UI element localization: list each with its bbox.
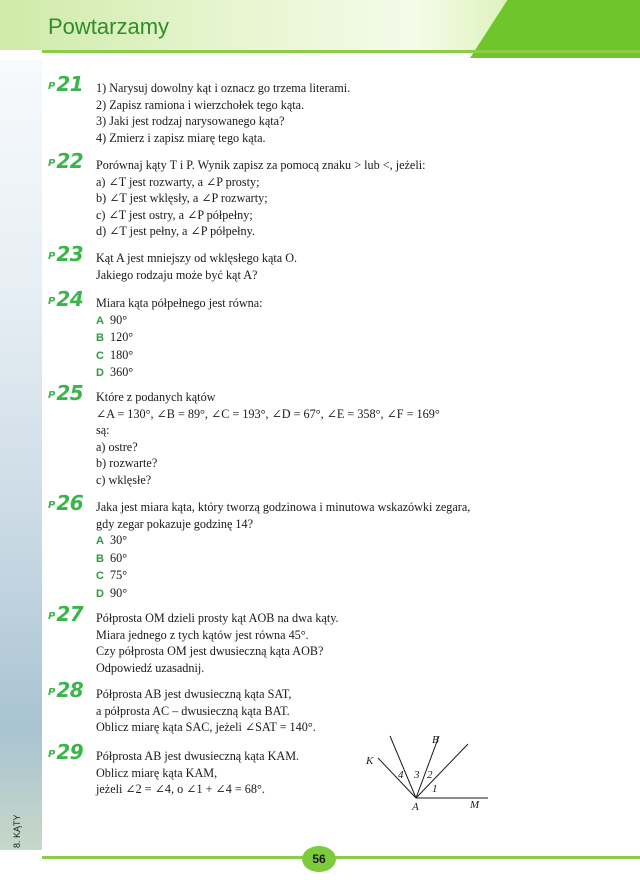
problem-line: Oblicz miarę kąta KAM, bbox=[96, 765, 218, 780]
problem-line: gdy zegar pokazuje godzinę 14? bbox=[96, 516, 254, 531]
problem-line: Półprosta AB jest dwusieczną kąta SAT, bbox=[96, 687, 292, 701]
problem-number: P29 bbox=[48, 740, 84, 764]
problem-line: 1) Narysuj dowolny kąt i oznacz go trzema literami. bbox=[96, 81, 351, 95]
label-k: K bbox=[366, 755, 374, 767]
problem-line: Czy półprosta OM jest dwusieczną kąta AOB? bbox=[96, 644, 324, 659]
problem-number: P22 bbox=[48, 149, 84, 173]
problem-text bbox=[96, 610, 536, 676]
answer-option: C 75° bbox=[96, 568, 128, 583]
problem-text bbox=[96, 748, 356, 798]
problem-text bbox=[96, 157, 536, 240]
problem-line: d) ∠T jest pełny, a ∠P półpełny. bbox=[96, 224, 255, 239]
problem-line: Odpowiedź uzasadnij. bbox=[96, 660, 205, 675]
chapter-label: 8. KĄTY bbox=[12, 814, 22, 848]
problem-number: P25 bbox=[48, 381, 84, 405]
problem-line: Porównaj kąty T i P. Wynik zapisz za pomocą znaku > lub <, jeżeli: bbox=[96, 158, 426, 172]
problem-line: ∠A = 130°, ∠B = 89°, ∠C = 193°, ∠D = 67°, ∠E = 358°, ∠F = 169° bbox=[96, 406, 440, 421]
angle-label-3: 3 bbox=[414, 769, 420, 781]
ray-4 bbox=[416, 744, 468, 798]
problem-line: są: bbox=[96, 423, 110, 438]
angle-figure bbox=[360, 734, 500, 812]
footer-rule bbox=[42, 856, 640, 859]
problem-text bbox=[96, 686, 536, 736]
problem-text bbox=[96, 389, 536, 489]
problem-line: Półprosta OM dzieli prosty kąt AOB na dwa kąty. bbox=[96, 611, 339, 625]
problem-number: P23 bbox=[48, 242, 84, 266]
problem-line: Kąt A jest mniejszy od wklęsłego kąta O. bbox=[96, 251, 298, 265]
answer-option: C 180° bbox=[96, 347, 134, 362]
problem-line: Jakiego rodzaju może być kąt A? bbox=[96, 267, 258, 282]
angle-label-2: 2 bbox=[427, 769, 433, 781]
header-rule bbox=[42, 50, 640, 53]
problem-line: 3) Jaki jest rodzaj narysowanego kąta? bbox=[96, 114, 285, 129]
page-title: Powtarzamy bbox=[48, 14, 170, 39]
problem-line: jeżeli ∠2 = ∠4, o ∠1 + ∠4 = 68°. bbox=[96, 782, 265, 797]
label-b: B bbox=[432, 734, 439, 746]
ray-ak bbox=[378, 758, 416, 798]
problem-text bbox=[96, 80, 536, 146]
problem-line: Oblicz miarę kąta SAC, jeżeli ∠SAT = 140°. bbox=[96, 720, 316, 735]
label-a: A bbox=[412, 801, 419, 812]
problem-number: P27 bbox=[48, 602, 84, 626]
ray-1 bbox=[390, 736, 416, 798]
problem-text bbox=[96, 295, 536, 382]
problem-text bbox=[96, 499, 536, 603]
problem-number: P24 bbox=[48, 287, 84, 311]
problem-number: P28 bbox=[48, 678, 84, 702]
side-decoration bbox=[0, 60, 42, 850]
answer-option: D 360° bbox=[96, 365, 134, 380]
problem-line: Miara jednego z tych kątów jest równa 45°. bbox=[96, 627, 309, 642]
problem-line: b) rozwarte? bbox=[96, 456, 158, 471]
answer-option: A 90° bbox=[96, 312, 128, 327]
page-number: 56 bbox=[302, 846, 336, 872]
angle-label-1: 1 bbox=[432, 783, 438, 795]
problem-line: c) wklęsłe? bbox=[96, 472, 152, 487]
answer-option: D 90° bbox=[96, 585, 128, 600]
problem-line: Jaka jest miara kąta, który tworzą godzinowa i minutowa wskazówki zegara, bbox=[96, 500, 471, 514]
problem-line: a) ostre? bbox=[96, 439, 138, 454]
label-m: M bbox=[470, 799, 480, 811]
problem-number: P21 bbox=[48, 72, 84, 96]
problem-line: a półprosta AC – dwusieczną kąta BAT. bbox=[96, 703, 290, 718]
problem-line: b) ∠T jest wklęsły, a ∠P rozwarty; bbox=[96, 191, 268, 206]
problem-text bbox=[96, 250, 536, 283]
problem-line: 4) Zmierz i zapisz miarę tego kąta. bbox=[96, 130, 266, 145]
problem-line: Miara kąta półpełnego jest równa: bbox=[96, 296, 263, 310]
answer-option: A 30° bbox=[96, 533, 128, 548]
angle-label-4: 4 bbox=[398, 769, 404, 781]
answer-option: B 120° bbox=[96, 330, 134, 345]
problem-line: Półprosta AB jest dwusieczną kąta KAM. bbox=[96, 749, 300, 763]
problem-line: c) ∠T jest ostry, a ∠P półpełny; bbox=[96, 207, 253, 222]
problem-line: Które z podanych kątów bbox=[96, 390, 216, 404]
answer-option: B 60° bbox=[96, 550, 128, 565]
problem-line: 2) Zapisz ramiona i wierzchołek tego kąta. bbox=[96, 97, 305, 112]
problem-number: P26 bbox=[48, 491, 84, 515]
problem-line: a) ∠T jest rozwarty, a ∠P prosty; bbox=[96, 174, 260, 189]
